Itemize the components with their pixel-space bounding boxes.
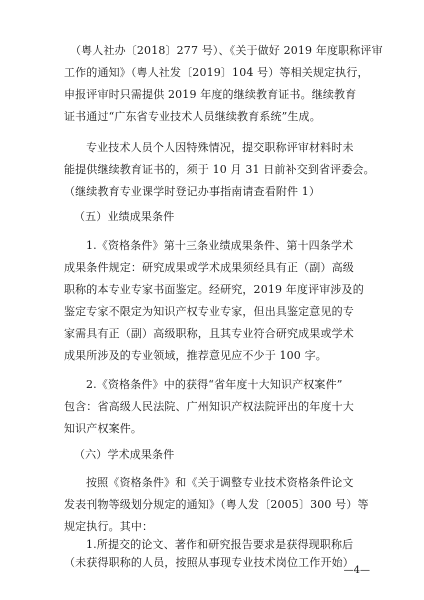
text-line: 发表刊物等级划分规定的通知》（粤人发〔2005〕300 号）等 bbox=[64, 498, 369, 511]
text-line: 专业技术人员个人因特殊情况，提交职称评审材料时未 bbox=[86, 141, 354, 154]
text-line: 1.《资格条件》第十三条业绩成果条件、第十四条学术 bbox=[86, 239, 354, 252]
text-line: 申报评审时只需提供 2019 年度的继续教育证书。继续教育 bbox=[64, 88, 357, 101]
text-line: 鉴定专家不限定为知识产权专业专家，但出具鉴定意见的专 bbox=[64, 305, 354, 318]
text-line: （未获得职称的人员，按照从事现专业技术岗位工作开始） bbox=[64, 556, 354, 569]
page-number: —4— bbox=[343, 565, 370, 576]
text-line: 规定执行。其中： bbox=[64, 520, 154, 533]
text-line: 成果条件规定：研究成果或学术成果须经具有正（副）高级 bbox=[64, 261, 354, 274]
text-line: 工作的通知》（粤人社发〔2019〕104 号）等相关规定执行， bbox=[64, 66, 369, 79]
text-line: 能提供继续教育证书的，须于 10 月 31 日前补交到省评委会。 bbox=[64, 163, 375, 176]
text-line: 知识产权案件。 bbox=[64, 422, 143, 435]
section-heading: （六）学术成果条件 bbox=[74, 448, 175, 461]
text-line: （继续教育专业课学时登记办事指南请查看附件 1） bbox=[64, 185, 321, 198]
text-line: 2.《资格条件》中的获得“省年度十大知识产权案件” bbox=[86, 378, 343, 391]
text-line: 成果所涉及的专业领域，推荐意见应不少于 100 字。 bbox=[64, 349, 327, 362]
text-line: 1.所提交的论文、著作和研究报告要求是获得现职称后 bbox=[86, 538, 354, 551]
text-line: 职称的本专业专家书面鉴定。经研究，2019 年度评审涉及的 bbox=[64, 283, 364, 296]
section-heading: （五）业绩成果条件 bbox=[74, 210, 175, 223]
text-line: 按照《资格条件》和《关于调整专业技术资格条件论文 bbox=[86, 476, 354, 489]
text-line: （粤人社办〔2018〕277 号）、《关于做好 2019 年度职称评审 bbox=[70, 44, 383, 57]
text-line: 证书通过“广东省专业技术人员继续教育系统”生成。 bbox=[64, 110, 321, 123]
text-line: 家需具有正（副）高级职称，且其专业符合研究成果或学术 bbox=[64, 327, 354, 340]
text-line: 包含：省高级人民法院、广州知识产权法院评出的年度十大 bbox=[64, 400, 354, 413]
